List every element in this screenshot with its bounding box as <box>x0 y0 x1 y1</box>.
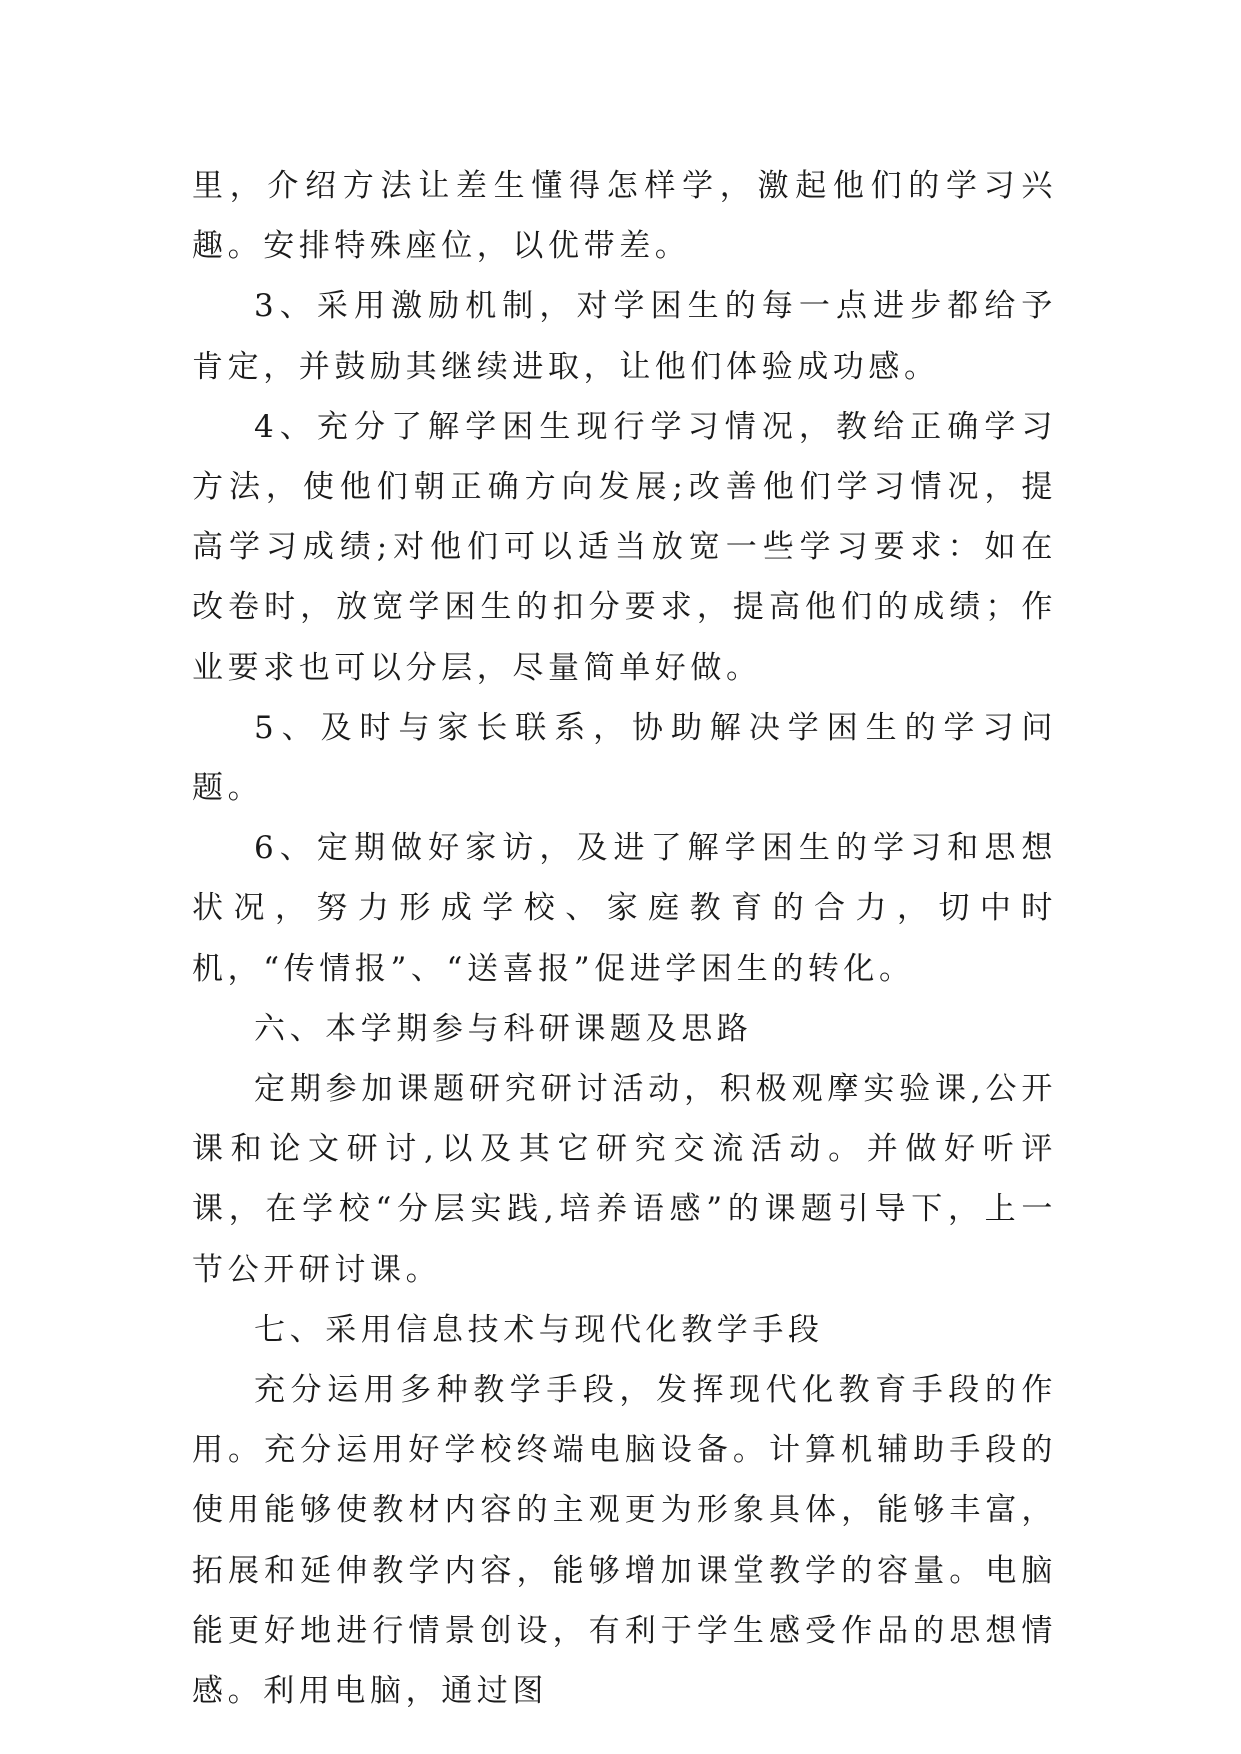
paragraph-item-3: 3、采用激励机制，对学困生的每一点进步都给予肯定，并鼓励其继续进取，让他们体验成功感。 <box>192 288 1057 385</box>
paragraph-technology: 充分运用多种教学手段，发挥现代化教育手段的作用。充分运用好学校终端电脑设备。计算机辅助手段的使用能够使教材内容的主观更为形象具体，能够丰富，拓展和延伸教学内容，能够增加课堂教学的容量。电脑能更好地进行情景创设，有利于学生感受作品的思想情感。利用电脑，通过图 <box>192 1372 1057 1710</box>
paragraph-item-4: 4、充分了解学困生现行学习情况，教给正确学习方法，使他们朝正确方向发展;改善他们学习情况，提高学习成绩;对他们可以适当放宽一些学习要求：如在改卷时，放宽学困生的扣分要求，提高他们的成绩；作业要求也可以分层，尽量简单好做。 <box>192 408 1057 686</box>
paragraph-item-6: 6、定期做好家访，及进了解学困生的学习和思想状况，努力形成学校、家庭教育的合力，切中时机，“传情报”、“送喜报”促进学困生的转化。 <box>192 830 1057 987</box>
section-heading-6: 六、本学期参与科研课题及思路 <box>254 1010 753 1047</box>
paragraph-research: 定期参加课题研究研讨活动，积极观摩实验课,公开课和论文研讨,以及其它研究交流活动。并做好听评课，在学校“分层实践,培养语感”的课题引导下，上一节公开研讨课。 <box>192 1071 1057 1288</box>
paragraph-item-5: 5、及时与家长联系，协助解决学困生的学习问题。 <box>192 709 1057 807</box>
section-heading-7: 七、采用信息技术与现代化教学手段 <box>254 1311 824 1348</box>
body-text <box>192 156 1057 1721</box>
paragraph-continuation: 里，介绍方法让差生懂得怎样学，激起他们的学习兴趣。安排特殊座位，以优带差。 <box>192 168 1057 265</box>
